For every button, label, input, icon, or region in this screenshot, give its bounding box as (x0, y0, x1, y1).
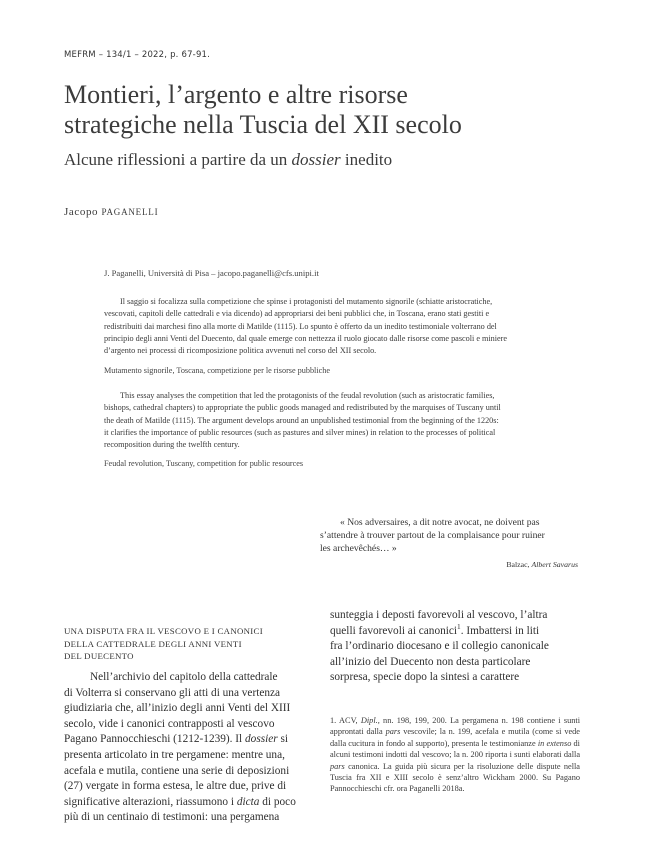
body-line (64, 732, 314, 748)
affiliation: J. Paganelli, Università di Pisa – jacopo.paganelli@cfs.unipi.it (104, 268, 319, 278)
body-text: . Imbattersi in liti (460, 624, 540, 637)
body-text: significative alterazioni, riassumono i (64, 795, 237, 808)
epigraph-line: les archevêchés… » (320, 543, 397, 555)
body-line: secolo, vide i canonici contrapposti al vescovo (64, 717, 275, 730)
abstract-english (104, 390, 578, 451)
footnote-text: , nn. 198, 199, 200. La pergamena n. 198 contiene i sunti approntati dalla (330, 716, 581, 737)
author-first: Jacopo (64, 206, 102, 218)
footnote-number: 1. (330, 716, 337, 725)
running-header: MEFRM – 134/1 – 2022, p. 67-91. (64, 50, 211, 60)
footnote-1 (330, 715, 580, 795)
footnote-italic: Dipl. (360, 716, 378, 725)
subtitle-text-end: inedito (340, 150, 393, 169)
epigraph-author: Balzac, (506, 559, 532, 569)
footnote-text: ACV, (336, 716, 361, 725)
abstract-it-line: principio degli anni Venti del Duecento, dal quale emerge con nettezza il ruolo giocato dalle risorse come pascoli e miniere (104, 333, 508, 343)
body-line: Nell’archivio del capitolo della cattedrale (90, 671, 278, 683)
article-subtitle (64, 150, 392, 170)
body-text: di poco (259, 795, 296, 808)
abstract-en-line: the death of Matilde (1115). The argument develops around an unpublished testimonial from the beginning of the 1220s: (104, 415, 499, 425)
footnote-text: vescovile; la n. 199, acefala e mutila (come si vede dalla cucitura in fondo al supporto), presenta le testimonianze (330, 727, 580, 748)
abstract-it-line: redistribuiti dai marchesi fino alla morte di Matilde (1115). Lo spunto è offerto da un inedito testimoniale volterrano del (104, 321, 497, 331)
body-text: quelli favorevoli ai canonici (330, 624, 458, 637)
body-line (64, 795, 314, 811)
keywords-english: Feudal revolution, Tuscany, competition for public resources (104, 459, 304, 468)
footnote-italic: pars (330, 761, 345, 771)
epigraph-line: « Nos adversaires, a dit notre avocat, ne doivent pas (340, 517, 540, 528)
abstract-it-line: d’argento nei processi di ricomposizione politica avvenuti nel corso del XII secolo. (104, 346, 377, 356)
body-text: si (277, 733, 289, 746)
keywords-italian: Mutamento signorile, Toscana, competizione per le risorse pubbliche (104, 366, 330, 375)
body-text: Pagano Pannocchieschi (1212-1239). Il (64, 733, 246, 746)
body-left-column (64, 670, 314, 826)
abstract-en-line: it clarifies the importance of public resources (such as pastures and silver mines) in relation to the processes of political (104, 427, 496, 437)
article-title (64, 80, 604, 140)
body-line: all’inizio del Duecento non desta particolare (330, 655, 531, 668)
title-line-2: strategiche nella Tuscia del XII secolo (64, 110, 462, 139)
abstract-en-line: bishops, cathedral chapters) to appropriate the public goods managed and redistributed by the marquises of Tuscany until (104, 403, 501, 413)
section-heading-line: UNA DISPUTA FRA IL VESCOVO E I CANONICI (64, 626, 263, 636)
body-line: più di un centinaio di testimoni: una pergamena (64, 811, 280, 824)
abstract-en-line: This essay analyses the competition that led the protagonists of the feudal revolution (such as aristocratic families, (120, 391, 495, 400)
abstract-it-line: Il saggio si focalizza sulla competizione che spinse i protagonisti del mutamento signorile (schiatte aristocratiche, (120, 297, 493, 306)
subtitle-text: Alcune riflessioni a partire da un (64, 150, 292, 169)
section-heading (64, 625, 304, 663)
section-heading-line: DELLA CATTEDRALE DEGLI ANNI VENTI (64, 638, 242, 649)
footnote-italic: pars (385, 727, 401, 737)
epigraph-work: Albert Savarus (531, 559, 578, 569)
abstract-en-line: recomposition during the twelfth century. (104, 440, 240, 450)
epigraph-source (320, 558, 578, 571)
author-name (64, 206, 158, 218)
footnote-text: canonica. La guida più sicura per la risoluzione delle dispute nella Tuscia fra XII e XIII secolo è senz’altro Wickham 2000. Su Pagano Pannocchieschi cfr. ora Paganelli 2018a. (330, 761, 580, 794)
author-last: PAGANELLI (101, 207, 159, 217)
body-italic: dicta (236, 795, 260, 808)
body-line: di Volterra si conservano gli atti di una vertenza (64, 686, 281, 699)
epigraph-line: s’attendre à trouver partout de la complaisance pour ruiner (320, 530, 545, 542)
footnote-ref[interactable]: 1 (457, 621, 461, 631)
subtitle-italic: dossier (291, 150, 341, 169)
abstract-italian (104, 296, 578, 357)
title-line-1: Montieri, l’argento e altre risorse (64, 80, 408, 109)
section-heading-line: DEL DUECENTO (64, 651, 134, 661)
body-italic: dossier (245, 733, 278, 746)
body-line: sorpresa, specie dopo la sintesi a carattere (330, 671, 520, 684)
body-line: fra l’ordinario diocesano e il collegio canonicale (330, 640, 549, 653)
body-line: (27) vergate in forma estesa, le altre due, prive di (64, 780, 287, 793)
epigraph (320, 516, 578, 571)
body-line (330, 621, 580, 640)
body-line: sunteggia i deposti favorevoli al vescovo, l’altra (330, 609, 548, 621)
body-line: presenta articolato in tre pergamene: mentre una, (64, 748, 285, 761)
footnote-text: di alcuni testimoni indotti dal vescovo; la n. 200 riporta i sunti elaborati dalla (330, 738, 580, 760)
footnote-italic: in extenso (537, 738, 572, 748)
body-line: giudiziaria che, all’inizio degli anni Venti del XIII (64, 702, 291, 715)
abstract-it-line: vescovati, capitoli delle cattedrali e via dicendo) ad appropriarsi dei beni pubblici che, in Toscana, erano stati gestiti e (104, 309, 490, 319)
body-line: acefala e mutila, contiene una serie di deposizioni (64, 764, 290, 777)
body-right-column (330, 608, 580, 686)
